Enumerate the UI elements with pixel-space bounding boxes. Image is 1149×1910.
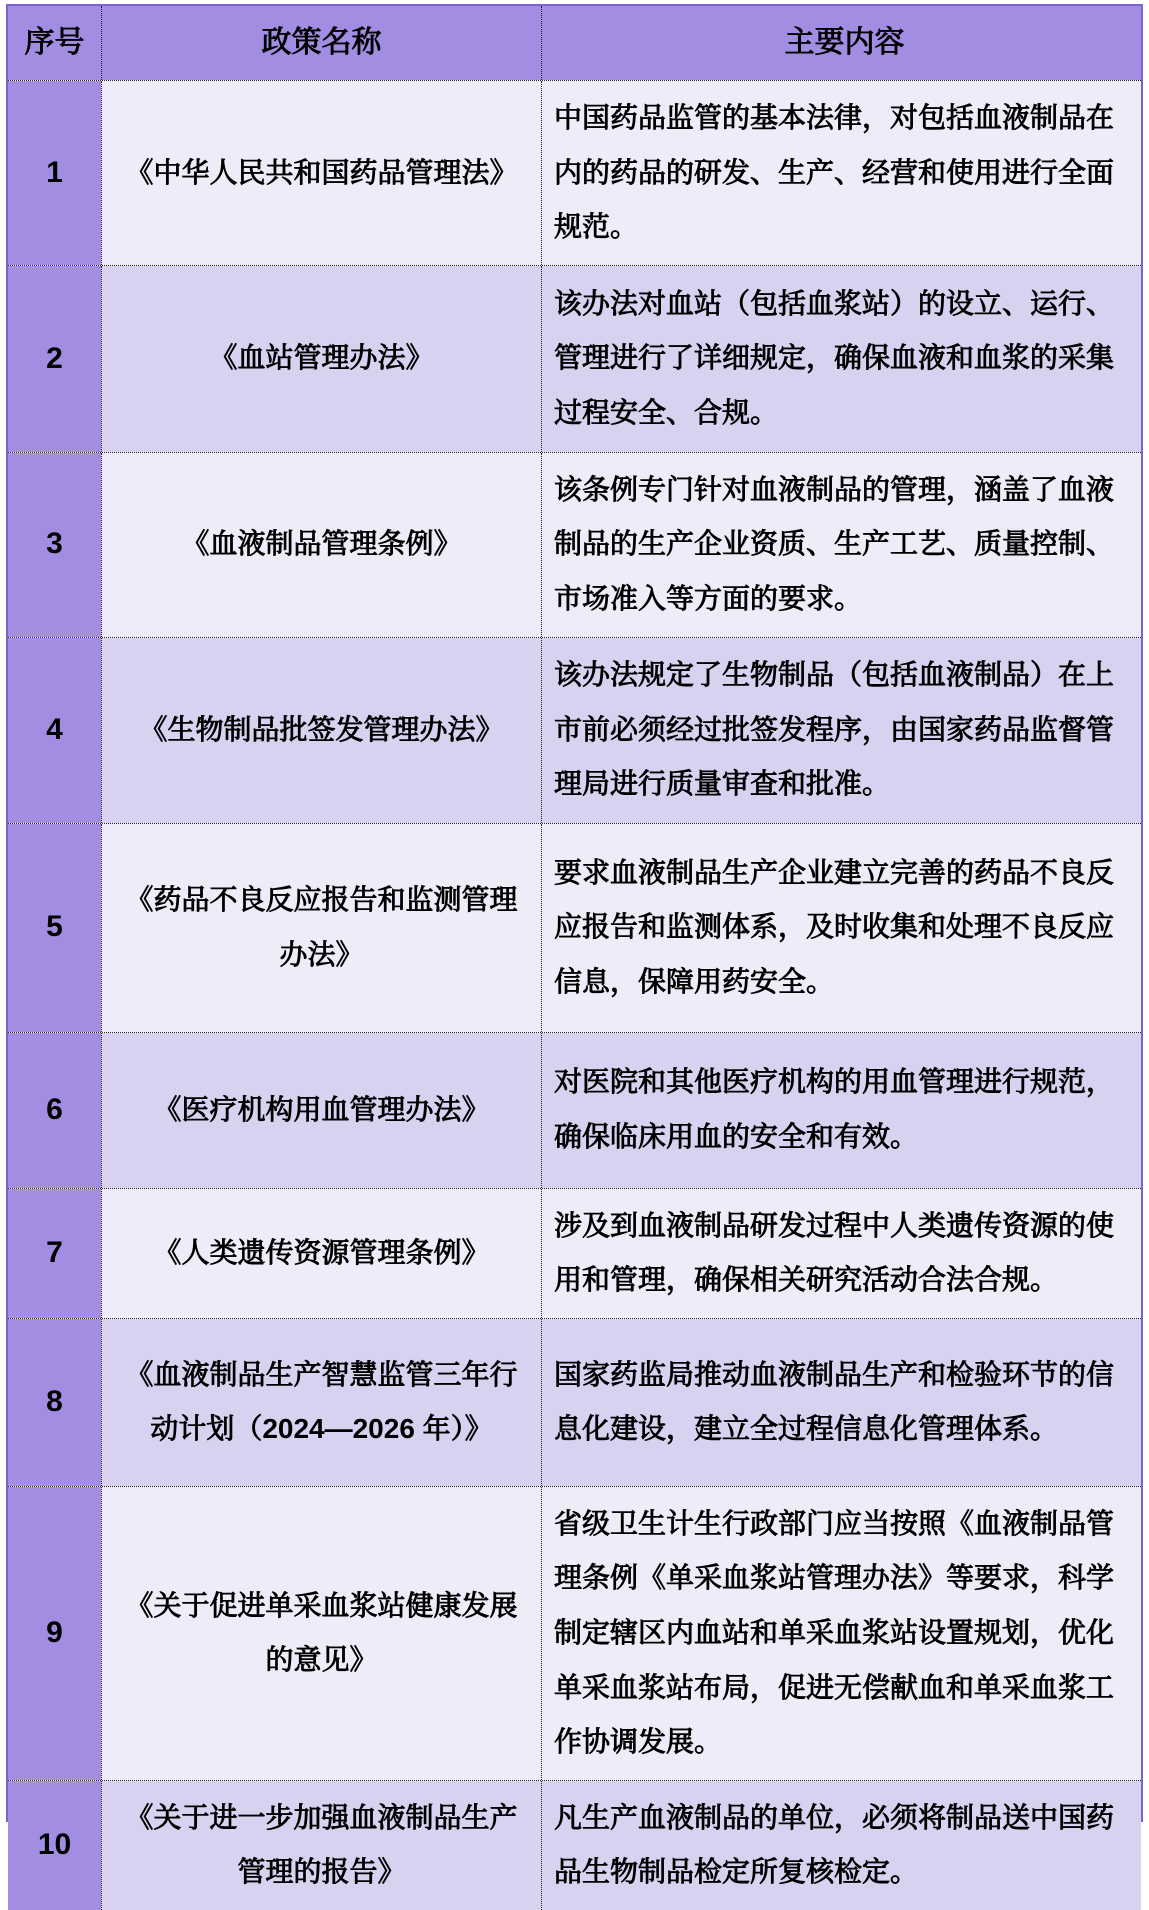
policy-name-cell: 《血液制品生产智慧监管三年行动计划（2024—2026 年）》 — [101, 1319, 541, 1486]
table-row — [8, 1780, 1141, 1910]
policy-name-cell: 《医疗机构用血管理办法》 — [101, 1033, 541, 1188]
column-header-main-content: 主要内容 — [541, 6, 1141, 80]
table-row — [8, 80, 1141, 265]
policy-content-cell: 要求血液制品生产企业建立完善的药品不良反应报告和监测体系，及时收集和处理不良反应信息，保障用药安全。 — [541, 824, 1141, 1032]
table-row — [8, 1032, 1141, 1188]
policy-content-cell: 该条例专门针对血液制品的管理，涵盖了血液制品的生产企业资质、生产工艺、质量控制、市场准入等方面的要求。 — [541, 453, 1141, 637]
row-number-cell: 10 — [8, 1781, 101, 1910]
table-header-row — [8, 6, 1141, 80]
policy-name-cell: 《血液制品管理条例》 — [101, 453, 541, 637]
policy-name-cell: 《人类遗传资源管理条例》 — [101, 1189, 541, 1318]
policy-content-cell: 省级卫生计生行政部门应当按照《血液制品管理条例《单采血浆站管理办法》等要求，科学制定辖区内血站和单采血浆站设置规划，优化单采血浆站布局，促进无偿献血和单采血浆工作协调发展。 — [541, 1487, 1141, 1780]
policy-content-cell: 凡生产血液制品的单位，必须将制品送中国药品生物制品检定所复核检定。 — [541, 1781, 1141, 1910]
row-number-cell: 5 — [8, 824, 101, 1032]
policy-name-cell: 《药品不良反应报告和监测管理办法》 — [101, 824, 541, 1032]
policy-content-cell: 涉及到血液制品研发过程中人类遗传资源的使用和管理，确保相关研究活动合法合规。 — [541, 1189, 1141, 1318]
policy-content-cell: 对医院和其他医疗机构的用血管理进行规范，确保临床用血的安全和有效。 — [541, 1033, 1141, 1188]
row-number-cell: 8 — [8, 1319, 101, 1486]
policy-name-cell: 《生物制品批签发管理办法》 — [101, 638, 541, 823]
policy-name-cell: 《关于促进单采血浆站健康发展的意见》 — [101, 1487, 541, 1780]
table-row — [8, 637, 1141, 823]
column-header-policy-name: 政策名称 — [101, 6, 541, 80]
column-header-number: 序号 — [8, 6, 101, 80]
row-number-cell: 9 — [8, 1487, 101, 1780]
row-number-cell: 2 — [8, 266, 101, 452]
policy-content-cell: 该办法对血站（包括血浆站）的设立、运行、管理进行了详细规定，确保血液和血浆的采集过程安全、合规。 — [541, 266, 1141, 452]
row-number-cell: 1 — [8, 81, 101, 265]
row-number-cell: 4 — [8, 638, 101, 823]
policy-content-cell: 该办法规定了生物制品（包括血液制品）在上市前必须经过批签发程序，由国家药品监督管理局进行质量审查和批准。 — [541, 638, 1141, 823]
table-body — [8, 80, 1141, 1910]
row-number-cell: 3 — [8, 453, 101, 637]
table-row — [8, 452, 1141, 637]
policy-content-cell: 中国药品监管的基本法律，对包括血液制品在内的药品的研发、生产、经营和使用进行全面规范。 — [541, 81, 1141, 265]
table-row — [8, 265, 1141, 452]
table-row — [8, 1486, 1141, 1780]
policy-name-cell: 《血站管理办法》 — [101, 266, 541, 452]
policy-name-cell: 《中华人民共和国药品管理法》 — [101, 81, 541, 265]
policy-name-cell: 《关于进一步加强血液制品生产管理的报告》 — [101, 1781, 541, 1910]
table-row — [8, 823, 1141, 1032]
table-row — [8, 1318, 1141, 1486]
policy-table — [6, 4, 1143, 1888]
table-row — [8, 1188, 1141, 1318]
policy-content-cell: 国家药监局推动血液制品生产和检验环节的信息化建设，建立全过程信息化管理体系。 — [541, 1319, 1141, 1486]
row-number-cell: 6 — [8, 1033, 101, 1188]
row-number-cell: 7 — [8, 1189, 101, 1318]
